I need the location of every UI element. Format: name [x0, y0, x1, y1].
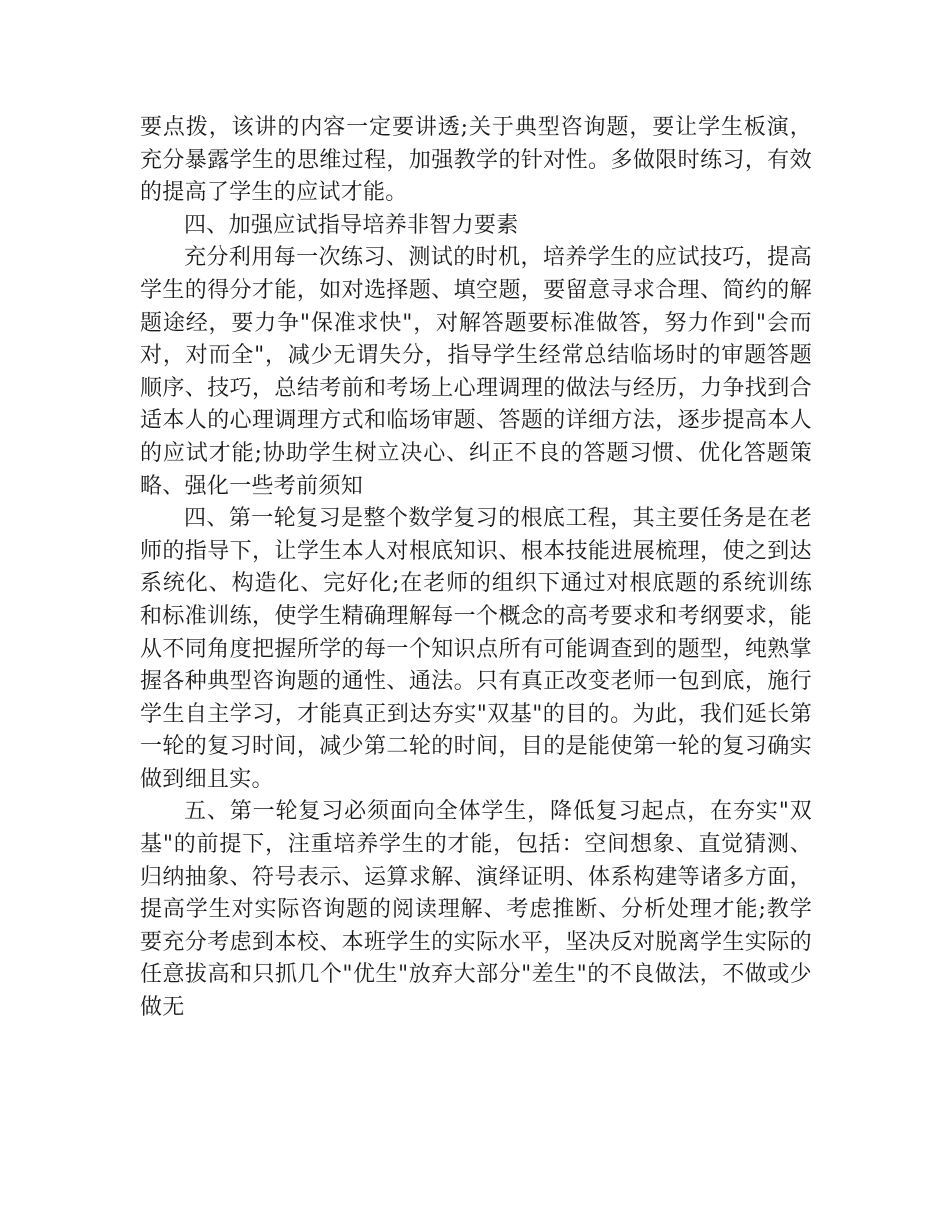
paragraph-exam-guidance: 充分利用每一次练习、测试的时机，培养学生的应试技巧，提高学生的得分才能，如对选择题、填空题，要留意寻求合理、简约的解题途经，要力争"保准求快"，对解答题要标准做答，努力作到"会而对，对而全"，减少无谓失分，指导学生经常总结临场时的审题答题顺序、技巧，总结考前和考场上心理调理的做法与经历，力争找到合适本人的心理调理方式和临场审题、答题的详细方法，逐步提高本人的应试才能;协助学生树立决心、纠正不良的答题习惯、优化答题策略、强化一些考前须知 — [140, 245, 812, 499]
paragraph-first-round-review: 四、第一轮复习是整个数学复习的根底工程，其主要任务是在老师的指导下，让学生本人对根底知识、根本技能进展梳理，使之到达系统化、构造化、完好化;在老师的组织下通过对根底题的系统训练和标准训练，使学生精确理解每一个概念的高考要求和考纲要求，能从不同角度把握所学的每一个知识点所有可能调查到的题型，纯熟掌握各种典型咨询题的通性、通法。只有真正改变老师一包到底，施行学生自主学习，才能真正到达夯实"双基"的目的。为此，我们延长第一轮的复习时间，减少第二轮的时间，目的是能使第一轮的复习确实做到细且实。 — [140, 506, 812, 792]
paragraph-continuation: 要点拨，该讲的内容一定要讲透;关于典型咨询题，要让学生板演，充分暴露学生的思维过程，加强教学的针对性。多做限时练习，有效的提高了学生的应试才能。 — [140, 115, 812, 206]
paragraph-all-students: 五、第一轮复习必须面向全体学生，降低复习起点，在夯实"双基"的前提下，注重培养学生的才能，包括：空间想象、直觉猜测、归纳抽象、符号表示、运算求解、演绎证明、体系构建等诸多方面，提高学生对实际咨询题的阅读理解、考虑推断、分析处理才能;教学要充分考虑到本校、本班学生的实际水平，坚决反对脱离学生实际的任意拔高和只抓几个"优生"放弃大部分"差生"的不良做法，不做或少做无 — [140, 799, 812, 1021]
section-heading: 四、加强应试指导培养非智力要素 — [184, 212, 519, 238]
document-page — [140, 112, 812, 1025]
